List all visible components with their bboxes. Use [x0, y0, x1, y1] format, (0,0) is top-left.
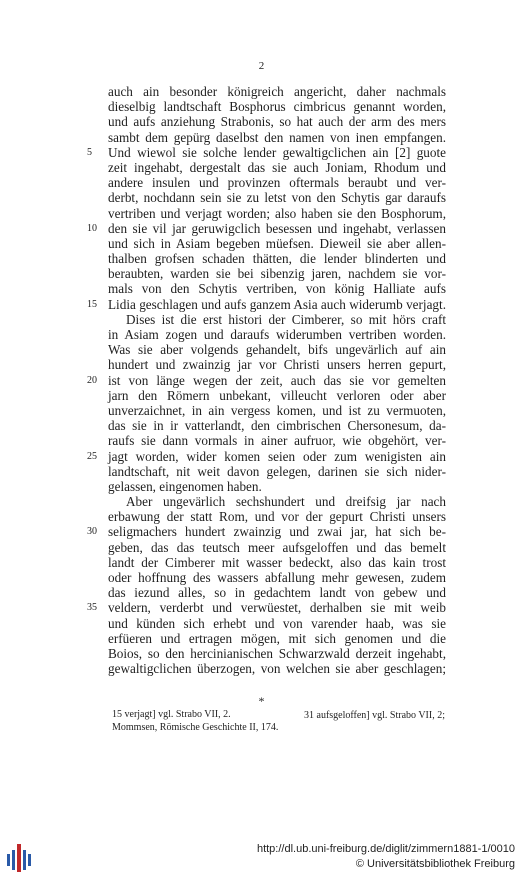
text-line — [108, 281, 446, 296]
text-line — [87, 220, 446, 236]
footnote-left — [112, 708, 278, 734]
main-text — [87, 84, 446, 677]
text-line-content: und künden sich erhebt und von varender haab, was sie — [108, 615, 446, 631]
page-number: 2 — [258, 60, 265, 72]
text-line — [108, 479, 446, 494]
text-line-content: jarn den Römern unbekant, villeucht verloren oder aber — [108, 387, 446, 403]
text-line — [108, 114, 446, 129]
text-line — [108, 99, 446, 114]
text-line-content: das sie in ir vatterlandt, den cimbrischen Chersonesum, da- — [108, 418, 446, 434]
text-line — [108, 585, 446, 600]
text-line-content: veldern, verderbt und verwüestet, derhalben sie mit weib — [108, 600, 446, 616]
line-number: 25 — [87, 450, 97, 462]
text-line-content: geben, das das teutsch meer aufsgeloffen und das bemelt — [108, 539, 446, 555]
text-line — [108, 130, 446, 145]
text-line-content: mals von den Schytis vertriben, von könig Halliate aufs — [108, 281, 446, 297]
text-line — [108, 464, 446, 479]
text-line — [108, 312, 446, 327]
text-line-content: ist von länge wegen der zeit, auch das sie vor gemelten — [108, 372, 446, 388]
text-line-content: sambt dem gepürg daselbst den namen von inen empfangen. — [108, 129, 446, 145]
line-number: 20 — [87, 374, 97, 386]
text-line — [87, 600, 446, 616]
text-line-content: Aber ungevärlich sechshundert und dreifsig jar nach — [126, 494, 446, 510]
text-line-content: vertriben und verjagt worden; also haben sie den Bosphorum, — [108, 205, 446, 221]
section-asterisk: * — [258, 694, 265, 708]
text-line-content: dieselbig landtschaft Bosphorus cimbricus genannt worden, — [108, 99, 446, 115]
footer-bar — [0, 836, 523, 876]
text-line — [108, 555, 446, 570]
line-number: 5 — [87, 146, 92, 158]
text-line — [108, 570, 446, 585]
text-line-content: erfüeren und ertragen mögen, mit sich genomen und die — [108, 630, 446, 646]
text-line — [108, 175, 446, 190]
text-line-content: Was sie aber volgends gehandelt, bifs ungevärlich auf ain — [108, 342, 446, 358]
text-line — [108, 388, 446, 403]
text-line-content: landt der Cimberer mit wasser bedeckt, also das kain trost — [108, 554, 446, 570]
text-line — [108, 206, 446, 221]
text-line-content: erbawung der statt Rom, und vor der gepurt Christi unsers — [108, 509, 446, 525]
text-line — [108, 160, 446, 175]
text-line — [87, 524, 446, 540]
text-line — [87, 448, 446, 464]
text-line-content: seligmachers hundert zwainzig und zwai jar, hat sich be- — [108, 524, 446, 540]
text-line — [108, 418, 446, 433]
text-line-content: auch ain besonder königreich angericht, daher nachmals — [108, 84, 446, 99]
text-line — [108, 494, 446, 509]
footer-copyright: © Universitätsbibliothek Freiburg — [355, 858, 515, 870]
text-line-content: Lidia geschlagen und aufs ganzem Asia auch widerumb verjagt. — [108, 296, 446, 312]
text-line-content: Dises ist die erst histori der Cimberer, so mit hörs craft — [126, 311, 446, 327]
text-line — [108, 631, 446, 646]
text-line — [108, 509, 446, 524]
text-line — [108, 433, 446, 448]
text-line — [108, 403, 446, 418]
text-line-content: zeit ingehabt, dergestalt das sie auch Joniam, Rhodum und — [108, 159, 446, 175]
text-line — [108, 646, 446, 661]
footnote-right: 31 aufsgeloffen] vgl. Strabo VII, 2; — [304, 710, 445, 721]
text-line — [108, 190, 446, 205]
text-line-content: gewaltigclichen überzogen, von welchen sie aber geschlagen; — [108, 661, 446, 677]
text-line-content: thalben grofsen schaden thätten, die lender blinderten und — [108, 251, 446, 267]
text-line-content: oder hoffnung des wassers abfallung mehr gewesen, zudem — [108, 570, 446, 585]
footer-url-link[interactable]: http://dl.ub.uni-freiburg.de/diglit/zimmern1881-1/0010 — [256, 843, 515, 855]
text-line — [87, 144, 446, 160]
text-line-content: landtschaft, nit weit davon gelegen, darinen sie sich nider- — [108, 463, 446, 479]
text-line-content: andere insulen und provinzen oftermals beraubt und ver- — [108, 175, 446, 191]
text-line — [87, 372, 446, 388]
footnote-left-line1: 15 verjagt] vgl. Strabo VII, 2. — [112, 709, 231, 720]
footnote-left-line2: Mommsen, Römische Geschichte II, 174. — [112, 722, 279, 733]
text-line — [87, 296, 446, 312]
line-number: 15 — [87, 298, 97, 310]
text-line-content: in Asiam zogen und daraufs widerumben vertriben worden. — [108, 327, 446, 342]
text-line-content: Boios, so den hercinianischen Schwarzwald derzeit ingehabt, — [108, 645, 446, 661]
text-line — [108, 84, 446, 99]
text-line-content: und sich in Asiam begeben müefsen. Dieweil sie aber allen- — [108, 235, 446, 251]
text-line-content: hundert und zwainzig jar vor Christi unsers herren gepurt, — [108, 357, 446, 373]
text-line — [108, 236, 446, 251]
text-line — [108, 266, 446, 281]
text-line-content: jagt worden, wider komen seien oder zum wenigisten ain — [108, 448, 446, 464]
text-line-content: gelassen, eingenomen haben. — [108, 478, 262, 494]
text-line — [108, 327, 446, 342]
text-line — [108, 251, 446, 266]
line-number: 35 — [87, 602, 97, 614]
library-logo-icon — [6, 840, 34, 874]
text-line-content: Und wiewol sie solche lender gewaltigclichen ain [2] guote — [108, 144, 446, 160]
line-number: 30 — [87, 526, 97, 538]
text-line — [108, 616, 446, 631]
text-line-content: unverzaichnet, in ain vergess komen, und ist zu vermuoten, — [108, 402, 446, 418]
text-line-content: beraubten, warden sie bei sibenzig jaren, nachdem sie vor- — [108, 266, 446, 282]
text-line-content: den sie vil jar geruwigclich besessen und ingehabt, verlassen — [108, 220, 446, 236]
text-line — [108, 357, 446, 372]
text-line — [108, 661, 446, 676]
text-line-content: raufs sie dann vormals in ainer aufruor, wie obgehört, ver- — [108, 433, 446, 449]
text-line — [108, 342, 446, 357]
text-line — [108, 540, 446, 555]
text-line-content: und aufs anziehung Strabonis, so hat auch der arm des mers — [108, 114, 446, 130]
text-line-content: derbt, nochdann sein sie zu letst von den Schytis gar daraufs — [108, 190, 446, 206]
text-line-content: das iezund alles, so in gedachtem landt von gebew und — [108, 585, 446, 601]
line-number: 10 — [87, 222, 97, 234]
